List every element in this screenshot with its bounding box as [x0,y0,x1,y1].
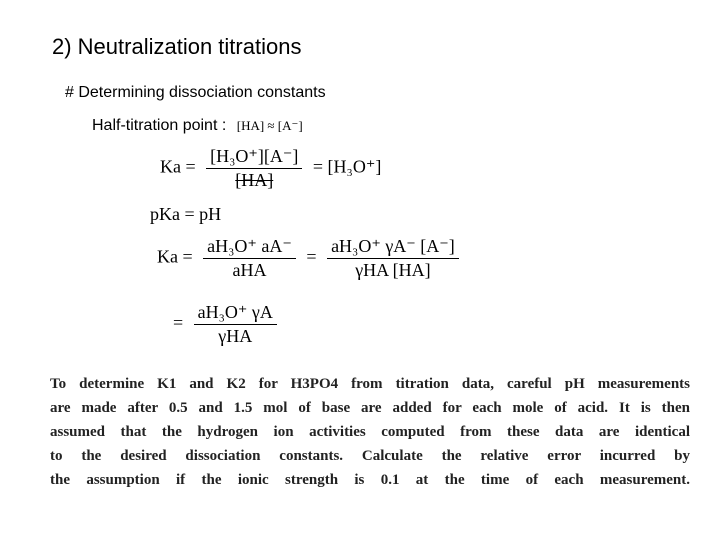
equation-ka-concentration [160,146,381,191]
eq3-numerator-1: aH₃O⁺ aA⁻ [203,236,296,259]
eq3-denominator-1: aHA [232,260,267,280]
half-titration-label: Half-titration point : [92,117,227,134]
equation-pka-ph: pKa = pH [150,204,222,224]
eq1-denominator: [HA] [235,170,274,190]
eq4-fraction [194,302,277,347]
eq1-fraction [206,146,302,191]
equation-ka-gamma [173,302,283,347]
problem-line: the assumption if the ionic strength is 0.1 at the time of each measurement. [50,472,690,488]
half-titration-line [92,117,303,135]
eq4-numerator: aH₃O⁺ γA [194,302,277,325]
section-heading: # Determining dissociation constants [65,84,326,101]
eq1-rhs: = [H₃O⁺] [312,156,382,177]
equation-ka-activity [157,236,465,281]
problem-line: are made after 0.5 and 1.5 mol of base are added for each mole of acid. It is then [50,400,690,416]
eq4-equals: = [173,312,184,333]
eq3-equals: = [306,246,317,267]
eq3-fraction-1 [203,236,296,281]
eq3-fraction-2 [327,236,459,281]
eq3-lhs: Ka = [157,246,193,267]
slide-title: 2) Neutralization titrations [52,34,302,59]
eq1-lhs: Ka = [160,156,196,177]
eq3-denominator-2: γHA [HA] [355,260,431,280]
problem-line: to the desired dissociation constants. Calculate the relative error incurred by [50,448,690,464]
eq1-numerator: [H₃O⁺][A⁻] [206,146,302,169]
problem-line: To determine K1 and K2 for H3PO4 from titration data, careful pH measurements [50,376,690,392]
problem-text [50,372,690,492]
eq4-denominator: γHA [218,326,253,346]
eq3-numerator-2: aH₃O⁺ γA⁻ [A⁻] [327,236,459,259]
half-titration-condition: [HA] ≈ [A⁻] [236,118,303,133]
problem-line: assumed that the hydrogen ion activities computed from these data are identical [50,424,690,440]
